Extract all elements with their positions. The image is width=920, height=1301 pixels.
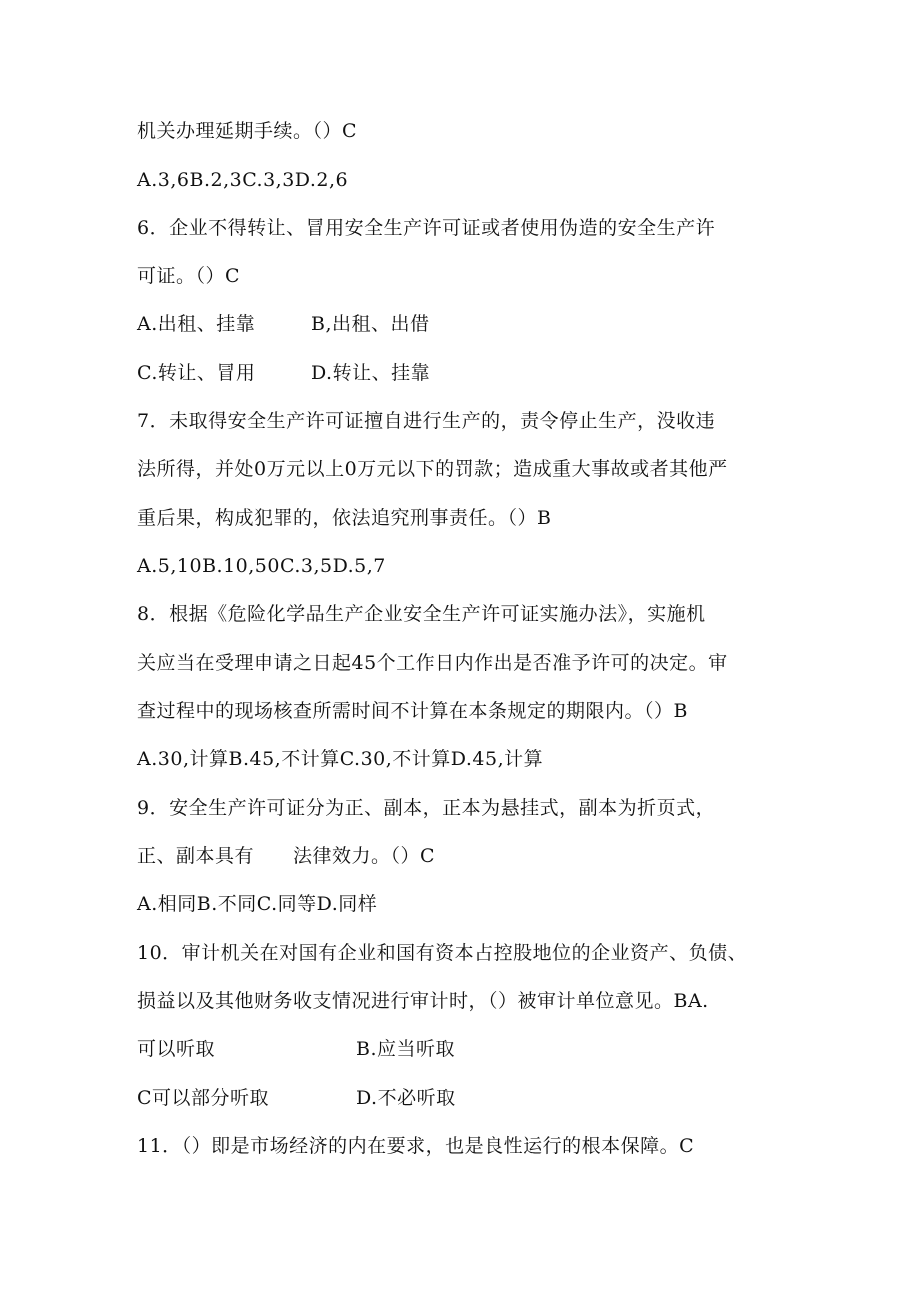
answer-options: A.3,6B.2,3C.3,3D.2,6 [137, 169, 349, 191]
text-line: 重后果，构成犯罪的，依法追究刑事责任。（）B [137, 507, 552, 529]
option-a: A.出租、挂靠 [137, 313, 256, 335]
option-d: D.不必听取 [356, 1087, 456, 1109]
text-line: 正、副本具有 法律效力。（）C [137, 845, 436, 867]
text-line: 关应当在受理申请之日起45个工作日内作出是否准予许可的决定。审 [137, 652, 728, 674]
text-line: 可证。（）C [137, 265, 241, 287]
option-d: D.转让、挂靠 [311, 362, 431, 384]
option-b: B,出租、出借 [311, 313, 430, 335]
question-8: 8．根据《危险化学品生产企业安全生产许可证实施办法》，实施机 [137, 603, 706, 625]
question-7: 7．未取得安全生产许可证擅自进行生产的，责令停止生产，没收违 [137, 410, 716, 432]
question-9: 9．安全生产许可证分为正、副本，正本为悬挂式，副本为折页式， [137, 797, 716, 819]
answer-options: A.相同B.不同C.同等D.同样 [137, 893, 378, 915]
question-11: 11．（）即是市场经济的内在要求，也是良性运行的根本保障。C [137, 1135, 695, 1157]
answer-options: A.5,10B.10,50C.3,5D.5,7 [137, 555, 386, 577]
text-line: 损益以及其他财务收支情况进行审计时，（）被审计单位意见。BA. [137, 990, 709, 1012]
option-a: 可以听取 [137, 1038, 216, 1060]
text-line: 法所得，并处0万元以上0万元以下的罚款；造成重大事故或者其他严 [137, 458, 728, 480]
text-line: 查过程中的现场核查所需时间不计算在本条规定的期限内。（）B [137, 700, 688, 722]
text-line: 机关办理延期手续。（）C [137, 120, 358, 142]
option-c: C.转让、冒用 [137, 362, 256, 384]
question-10: 10．审计机关在对国有企业和国有资本占控股地位的企业资产、负债、 [137, 942, 748, 964]
answer-options: A.30,计算B.45,不计算C.30,不计算D.45,计算 [137, 748, 544, 770]
option-c: C可以部分听取 [137, 1087, 270, 1109]
question-6: 6．企业不得转让、冒用安全生产许可证或者使用伪造的安全生产许 [137, 217, 716, 239]
option-b: B.应当听取 [356, 1038, 456, 1060]
